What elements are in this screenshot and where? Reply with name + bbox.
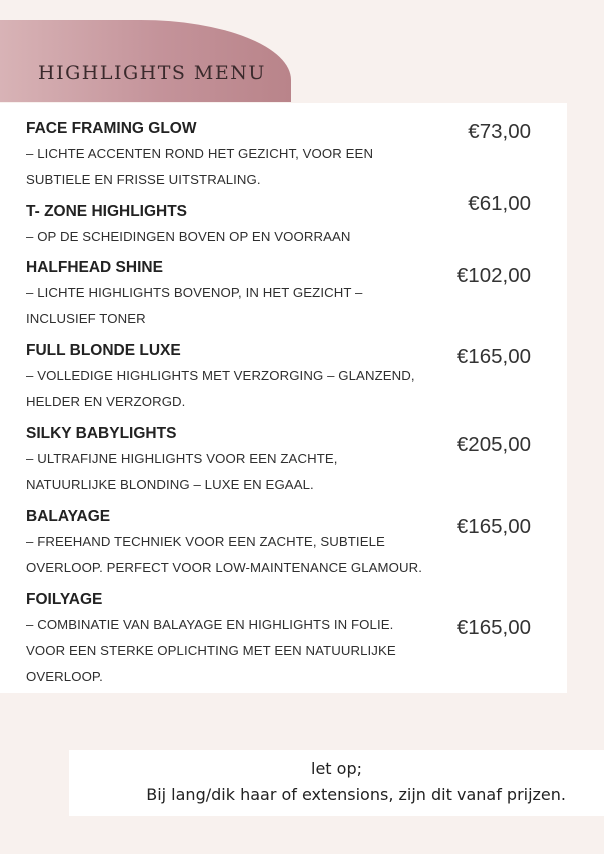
item-name: HALFHEAD SHINE xyxy=(26,259,163,276)
menu-item-silky-babylights xyxy=(26,424,496,498)
menu-item-foilyage xyxy=(26,590,496,690)
note-text: Bij lang/dik haar of extensions, zijn dit vanaf prijzen. xyxy=(146,785,566,804)
note-heading: let op; xyxy=(311,759,362,778)
menu-item-balayage xyxy=(26,507,496,581)
menu-card xyxy=(0,103,567,693)
item-name: SILKY BABYLIGHTS xyxy=(26,425,177,442)
item-name: T- ZONE HIGHLIGHTS xyxy=(26,203,188,220)
page-title: HIGHLIGHTS MENU xyxy=(38,62,266,84)
item-description: – OP DE SCHEIDINGEN BOVEN OP EN VOORRAAN xyxy=(26,229,351,244)
header-tab xyxy=(0,20,291,102)
menu-item-halfhead-shine xyxy=(26,258,496,332)
menu-item-full-blonde-luxe xyxy=(26,341,496,415)
item-name: FACE FRAMING GLOW xyxy=(26,120,197,137)
price-note xyxy=(69,750,604,816)
item-name: FOILYAGE xyxy=(26,591,103,608)
item-name: BALAYAGE xyxy=(26,508,111,525)
item-price: €165,00 xyxy=(456,345,531,368)
item-description: – VOLLEDIGE HIGHLIGHTS MET VERZORGING – GLANZEND, HELDER EN VERZORGD. xyxy=(26,368,415,409)
item-price: €61,00 xyxy=(468,192,531,215)
item-price: €165,00 xyxy=(456,616,531,639)
item-price: €165,00 xyxy=(456,515,531,538)
item-description: – COMBINATIE VAN BALAYAGE EN HIGHLIGHTS IN FOLIE. VOOR EEN STERKE OPLICHTING MET EEN NATUURLIJKE OVERLOOP. xyxy=(26,617,396,684)
item-price: €102,00 xyxy=(456,264,531,287)
item-description: – FREEHAND TECHNIEK VOOR EEN ZACHTE, SUBTIELE OVERLOOP. PERFECT VOOR LOW-MAINTENANCE GLAMOUR. xyxy=(26,534,422,575)
item-price: €73,00 xyxy=(468,120,531,143)
item-description: – LICHTE ACCENTEN ROND HET GEZICHT, VOOR EEN SUBTIELE EN FRISSE UITSTRALING. xyxy=(26,146,374,187)
item-description: – LICHTE HIGHLIGHTS BOVENOP, IN HET GEZICHT – INCLUSIEF TONER xyxy=(26,285,363,326)
item-description: – ULTRAFIJNE HIGHLIGHTS VOOR EEN ZACHTE, NATUURLIJKE BLONDING – LUXE EN EGAAL. xyxy=(26,451,338,492)
menu-item-t-zone-highlights xyxy=(26,202,496,250)
menu-item-face-framing-glow xyxy=(26,119,496,193)
item-name: FULL BLONDE LUXE xyxy=(26,342,181,359)
item-price: €205,00 xyxy=(456,433,531,456)
